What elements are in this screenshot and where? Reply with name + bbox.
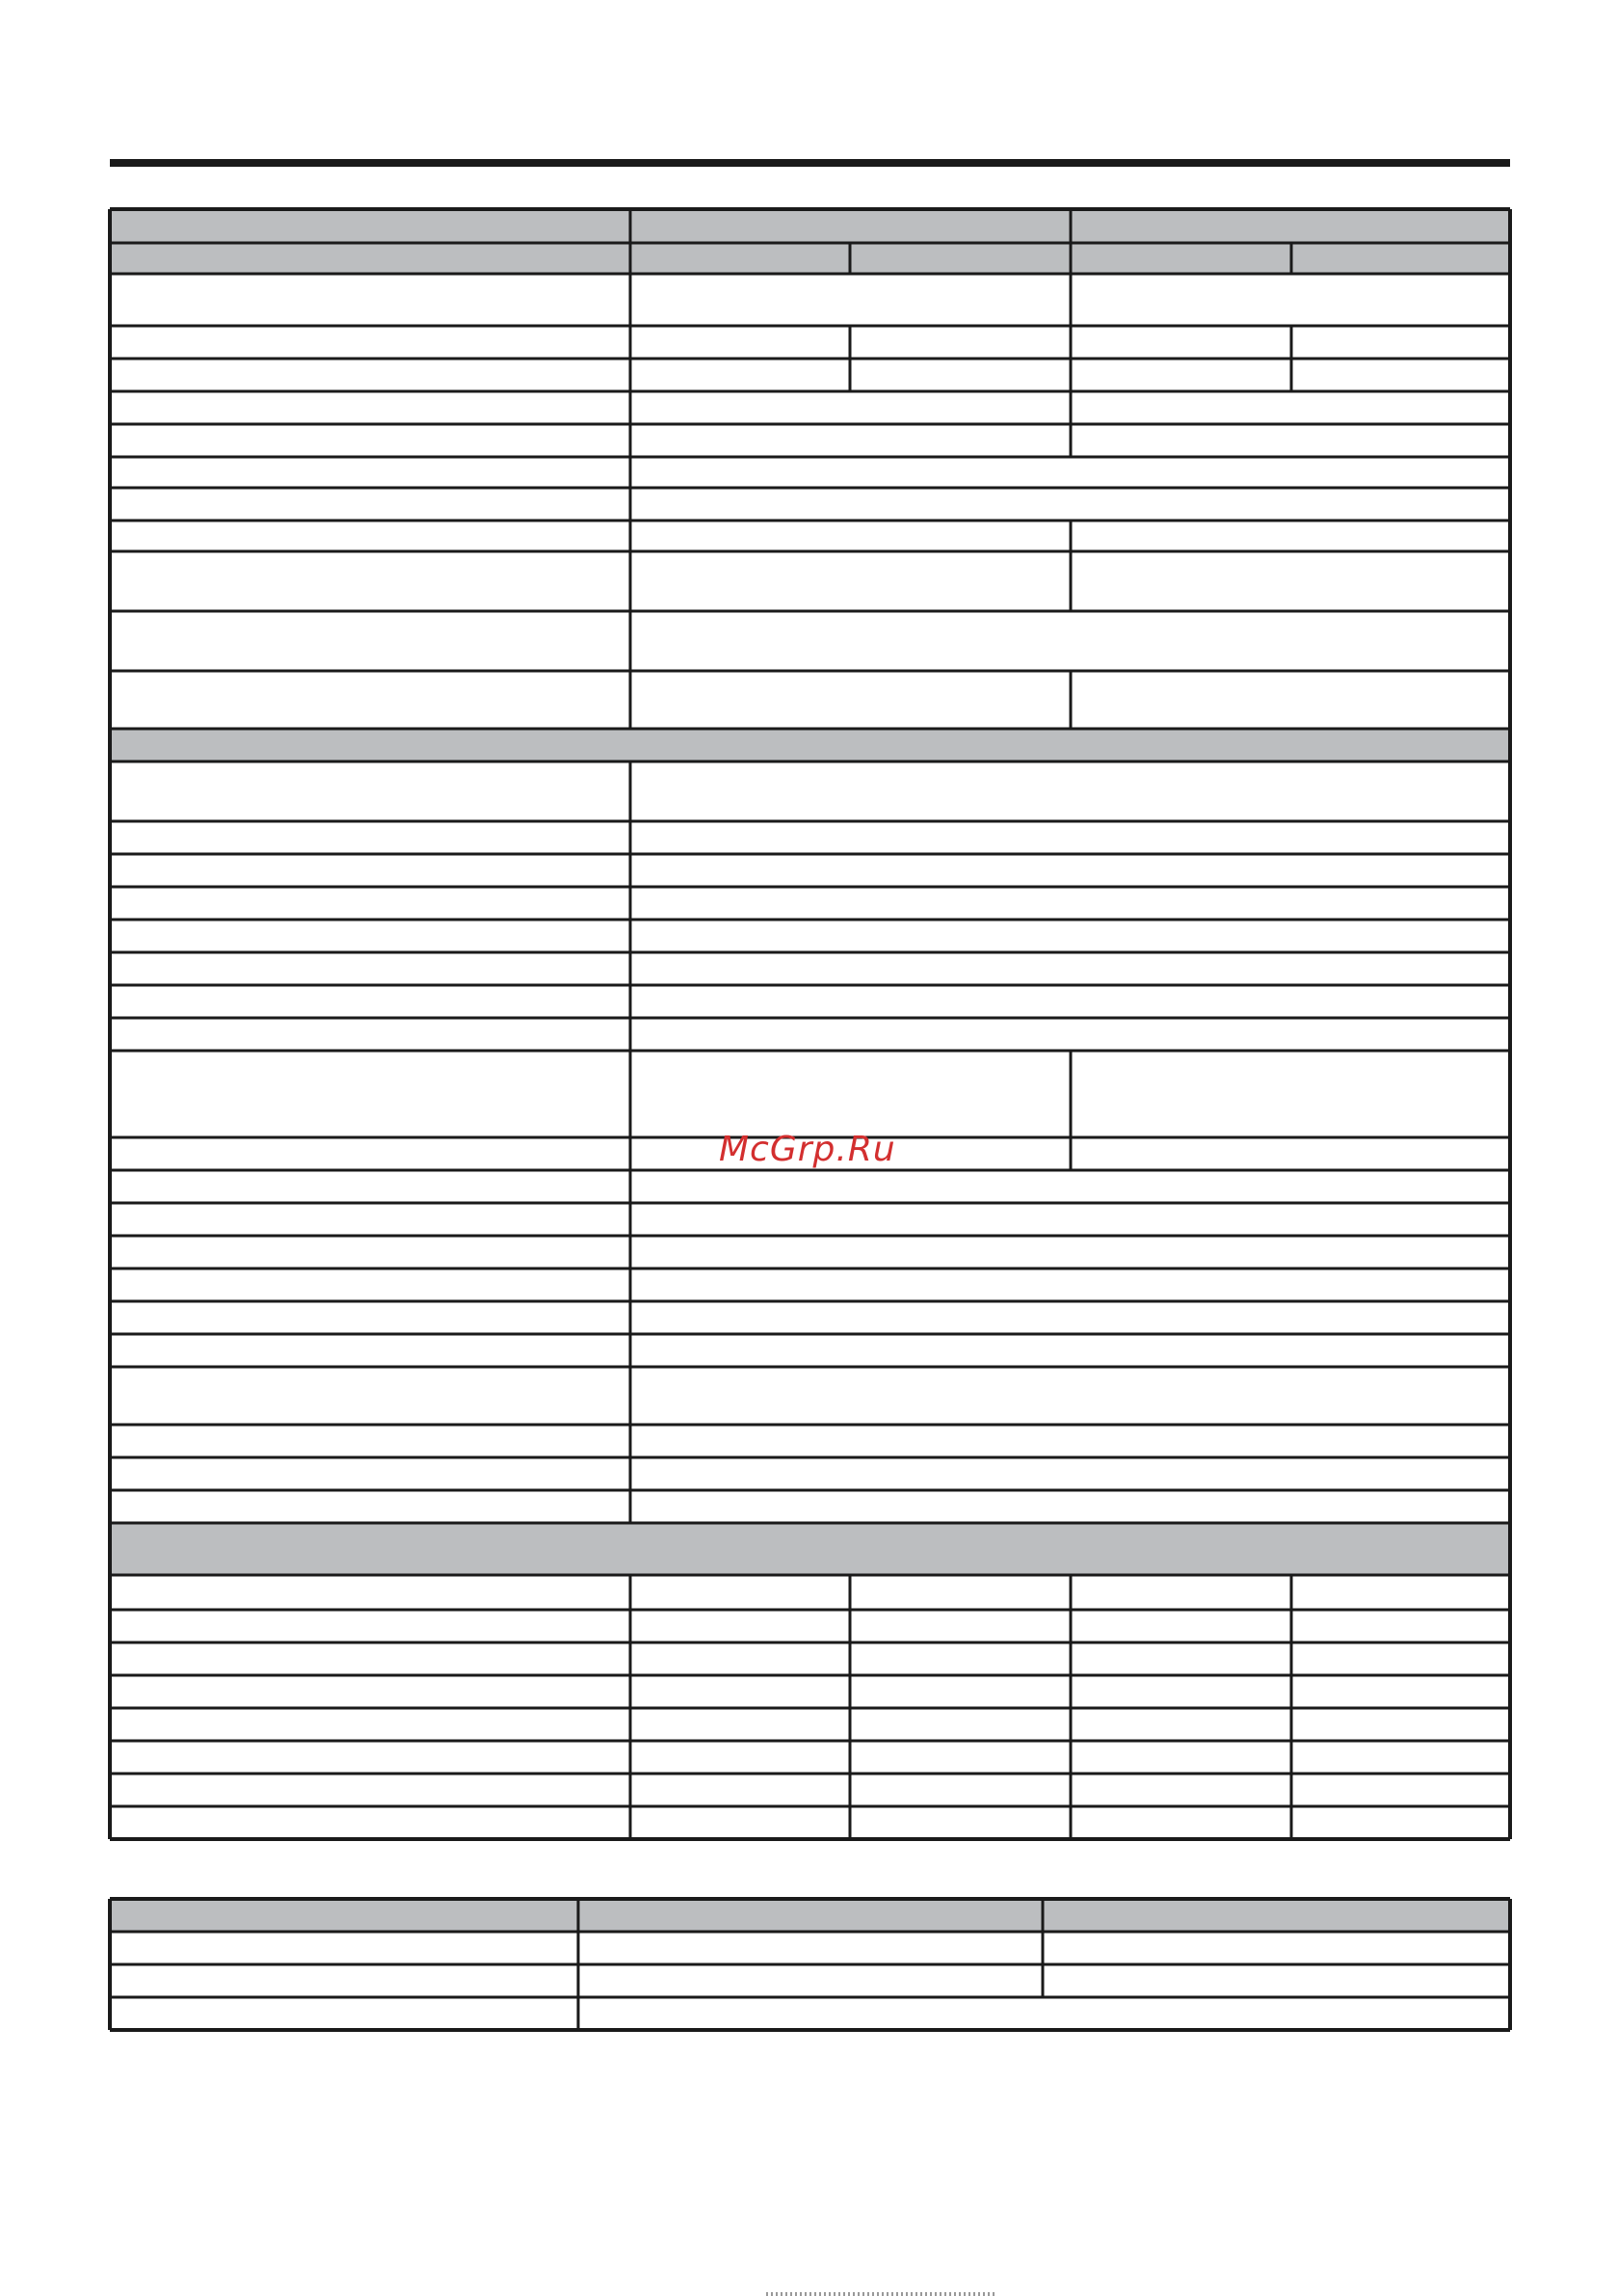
table1-header-band [110, 729, 1510, 761]
table2-header-band [110, 1899, 1510, 1932]
table1-header-band [110, 209, 1510, 243]
footer-mark [766, 2292, 997, 2296]
watermark-text: McGrp.Ru [719, 1130, 896, 1169]
table1-header-band [110, 1523, 1510, 1575]
table1-header-band [110, 243, 1510, 274]
